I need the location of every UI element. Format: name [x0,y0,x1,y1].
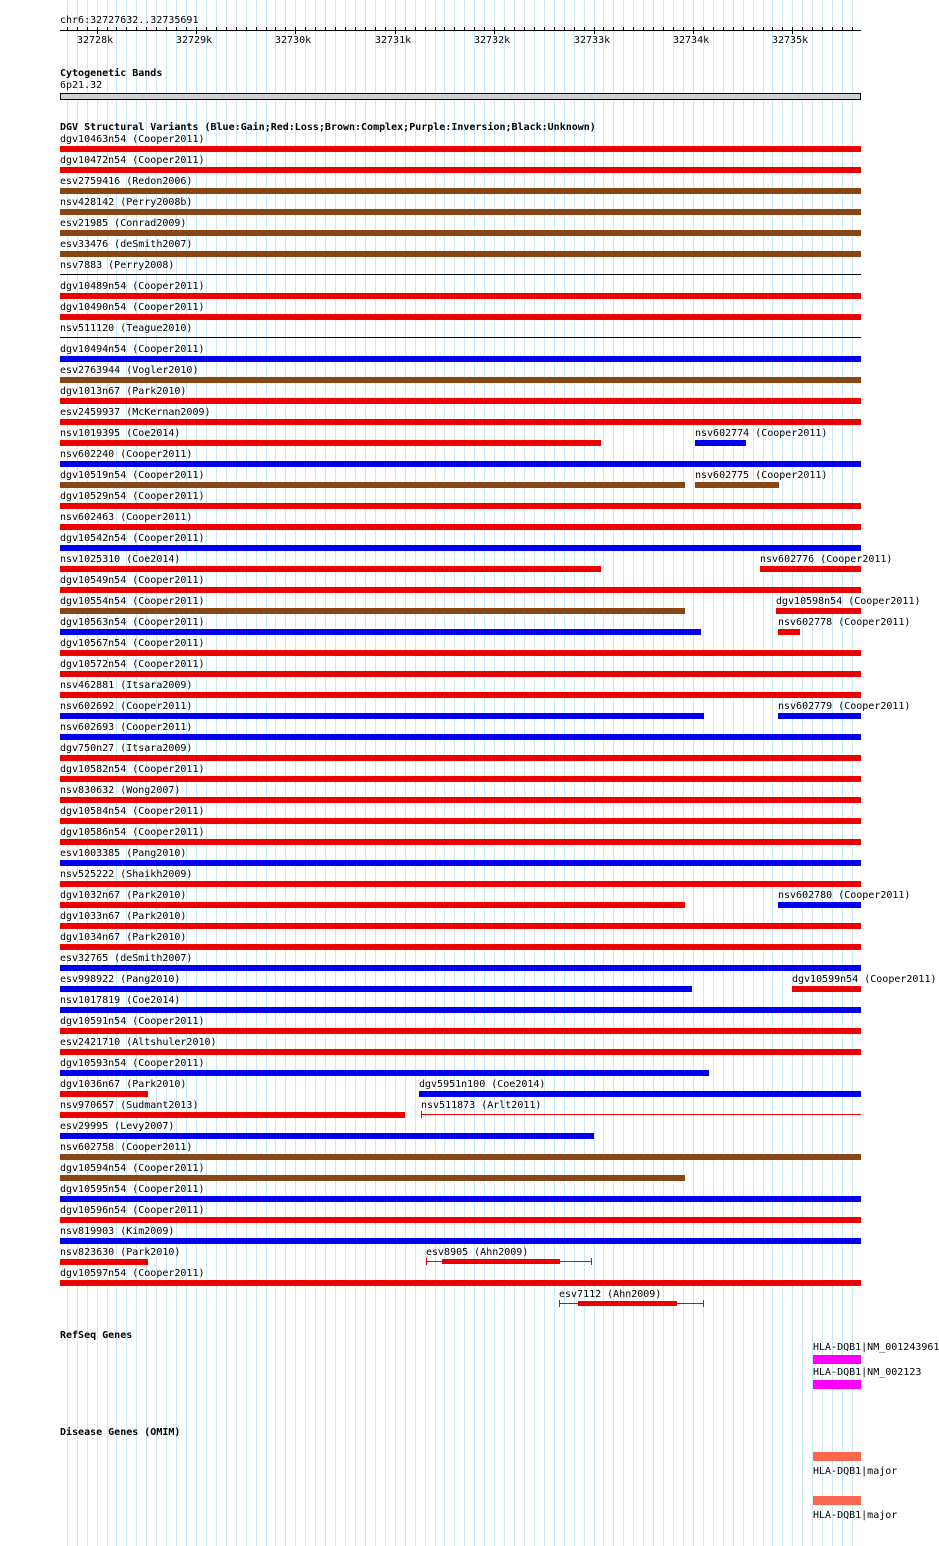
ruler-minor-tick [196,27,197,34]
variant-label[interactable]: nsv823630 (Park2010) [60,1247,181,1258]
variant-label[interactable]: esv2763944 (Vogler2010) [60,365,199,376]
variant-label[interactable]: nsv1017819 (Coe2014) [60,995,181,1006]
ruler-minor-tick [395,27,396,34]
ruler-minor-tick [564,27,565,30]
variant-bar[interactable] [778,713,861,719]
variant-bar[interactable] [60,860,861,866]
variant-label[interactable]: dgv10490n54 (Cooper2011) [60,302,205,313]
ruler-minor-tick [166,27,167,30]
variant-label[interactable]: nsv602779 (Cooper2011) [778,701,911,712]
ruler-minor-tick [474,27,475,30]
ruler-minor-tick [67,27,68,30]
variant-label[interactable]: dgv10593n54 (Cooper2011) [60,1058,205,1069]
variant-bar[interactable] [60,188,861,194]
variant-bar[interactable] [60,818,861,824]
variant-bar[interactable] [60,293,861,299]
omim-gene-label[interactable]: HLA-DQB1|major [813,1510,898,1521]
variant-bar[interactable] [60,608,685,614]
ruler-minor-tick [693,27,694,34]
variant-label[interactable]: nsv428142 (Perry2008b) [60,197,193,208]
ruler-minor-tick [852,27,853,30]
location-label: chr6:32727632..32735691 [60,15,199,26]
ruler-minor-tick [832,27,833,30]
variant-label[interactable]: nsv602775 (Cooper2011) [695,470,828,481]
variant-bar[interactable] [60,566,601,572]
ruler-minor-tick [405,27,406,30]
variant-label[interactable]: esv29995 (Levy2007) [60,1121,175,1132]
variant-label[interactable]: dgv10572n54 (Cooper2011) [60,659,205,670]
ruler-minor-tick [723,27,724,30]
ruler-minor-tick [226,27,227,30]
ruler-minor-tick [176,27,177,30]
variant-extent-cap [591,1258,592,1265]
variant-extent-cap [426,1258,427,1265]
variant-bar[interactable] [60,440,601,446]
ruler-minor-tick [782,27,783,30]
ruler-minor-tick [653,27,654,30]
variant-label[interactable]: esv2759416 (Redon2006) [60,176,193,187]
ruler-minor-tick [126,27,127,30]
ruler-minor-tick [594,27,595,34]
ruler-minor-tick [494,27,495,34]
ruler-minor-tick [295,27,296,34]
ruler-minor-tick [524,27,525,30]
variant-label[interactable]: esv32765 (deSmith2007) [60,953,193,964]
variant-bar[interactable] [60,274,861,275]
variant-bar[interactable] [60,1154,861,1160]
variant-label[interactable]: dgv10598n54 (Cooper2011) [776,596,921,607]
variant-label[interactable]: dgv10463n54 (Cooper2011) [60,134,205,145]
refseq-gene-bar[interactable] [813,1355,861,1364]
ruler-minor-tick [266,27,267,30]
ruler-tick-label[interactable]: 32733k [574,35,611,46]
variant-label[interactable]: nsv602778 (Cooper2011) [778,617,911,628]
variant-bar[interactable] [60,1259,148,1265]
refseq-gene-label[interactable]: HLA-DQB1|NM_001243961 [813,1342,939,1353]
variant-label[interactable]: esv2421710 (Altshuler2010) [60,1037,217,1048]
variant-bar[interactable] [60,1007,861,1013]
omim-gene-bar[interactable] [813,1496,861,1505]
ruler-minor-tick [753,27,754,30]
variant-bar[interactable] [60,797,861,803]
ruler-minor-tick [713,27,714,30]
ruler-minor-tick [275,27,276,30]
variant-bar[interactable] [760,566,861,572]
variant-label[interactable]: dgv10596n54 (Cooper2011) [60,1205,205,1216]
ruler-minor-tick [743,27,744,30]
ruler-minor-tick [633,27,634,30]
ruler-minor-tick [335,27,336,30]
ruler-tick-label[interactable]: 32728k [77,35,114,46]
variant-bar[interactable] [60,251,861,257]
variant-label[interactable]: nsv602463 (Cooper2011) [60,512,193,523]
variant-bar[interactable] [60,1091,148,1097]
variant-extent-cap [421,1111,422,1118]
ruler-minor-tick [285,27,286,30]
variant-label[interactable]: dgv10567n54 (Cooper2011) [60,638,205,649]
dgv-title: DGV Structural Variants (Blue:Gain;Red:Loss;Brown:Complex;Purple:Inversion;Black:Unknown) [60,122,596,133]
variant-bar[interactable] [60,692,861,698]
variant-label[interactable]: nsv819903 (Kim2009) [60,1226,175,1237]
variant-label[interactable]: dgv5951n100 (Coe2014) [419,1079,546,1090]
variant-bar[interactable] [60,1238,861,1244]
variant-bar[interactable] [60,923,861,929]
ruler-minor-tick [584,27,585,30]
variant-label[interactable]: nsv602758 (Cooper2011) [60,1142,193,1153]
variant-bar[interactable] [60,1196,861,1202]
ruler-minor-tick [256,27,257,30]
variant-bar[interactable] [60,1070,709,1076]
variant-bar[interactable] [60,944,861,950]
ruler-minor-tick [365,27,366,30]
ruler-minor-tick [97,27,98,34]
variant-label[interactable]: dgv10542n54 (Cooper2011) [60,533,205,544]
ruler-minor-tick [375,27,376,30]
variant-bar[interactable] [60,629,701,635]
variant-label[interactable]: nsv525222 (Shaikh2009) [60,869,193,880]
variant-bar[interactable] [442,1259,560,1264]
variant-label[interactable]: nsv602776 (Cooper2011) [760,554,893,565]
ruler-minor-tick [116,27,117,30]
variant-label[interactable]: dgv10586n54 (Cooper2011) [60,827,205,838]
variant-label[interactable]: esv7112 (Ahn2009) [559,1289,662,1300]
ruler-minor-tick [514,27,515,30]
ruler-minor-tick [613,27,614,30]
ruler-minor-tick [454,27,455,30]
ruler-minor-tick [156,27,157,30]
cytoband-label: 6p21.32 [60,80,103,91]
ruler-minor-tick [315,27,316,30]
ruler-tick-label[interactable]: 32735k [772,35,809,46]
variant-bar[interactable] [776,608,861,614]
ruler-tick-label[interactable]: 32734k [673,35,710,46]
variant-bar[interactable] [60,986,692,992]
ruler-minor-tick [425,27,426,30]
variant-extent-cap [703,1300,704,1307]
ruler-minor-tick [643,27,644,30]
ruler-minor-tick [435,27,436,30]
ruler-tick-label[interactable]: 32732k [474,35,511,46]
ruler-minor-tick [444,27,445,30]
ruler-tick-label[interactable]: 32729k [176,35,213,46]
variant-bar[interactable] [695,482,779,488]
variant-label[interactable]: dgv10529n54 (Cooper2011) [60,491,205,502]
variant-bar[interactable] [60,503,861,509]
variant-bar[interactable] [60,881,861,887]
variant-label[interactable]: nsv7883 (Perry2008) [60,260,175,271]
ruler-minor-tick [305,27,306,30]
ruler-minor-tick [186,27,187,30]
ruler-minor-tick [703,27,704,30]
ruler-minor-tick [385,27,386,30]
variant-label[interactable]: nsv830632 (Wong2007) [60,785,181,796]
ruler-minor-tick [534,27,535,30]
ruler-minor-tick [146,27,147,30]
ruler-tick-label[interactable]: 32730k [275,35,312,46]
ruler-minor-tick [574,27,575,30]
ruler-minor-tick [136,27,137,30]
variant-bar[interactable] [60,482,685,488]
variant-label[interactable]: dgv10494n54 (Cooper2011) [60,344,205,355]
variant-label[interactable]: dgv10582n54 (Cooper2011) [60,764,205,775]
refseq-title: RefSeq Genes [60,1330,133,1341]
refseq-gene-label[interactable]: HLA-DQB1|NM_002123 [813,1367,922,1378]
variant-bar[interactable] [578,1301,677,1306]
ruler-minor-tick [623,27,624,30]
ruler-minor-tick [544,27,545,30]
variant-bar[interactable] [60,902,685,908]
variant-bar[interactable] [60,671,861,677]
variant-label[interactable]: dgv10599n54 (Cooper2011) [792,974,937,985]
ruler-minor-tick [763,27,764,30]
variant-bar[interactable] [60,524,861,530]
variant-bar[interactable] [60,545,861,551]
cytoband-bar[interactable] [60,93,861,100]
variant-label[interactable]: esv8905 (Ahn2009) [426,1247,529,1258]
variant-label[interactable]: dgv10554n54 (Cooper2011) [60,596,205,607]
variant-bar[interactable] [60,1028,861,1034]
variant-label[interactable]: dgv1036n67 (Park2010) [60,1079,187,1090]
variant-label[interactable]: nsv1019395 (Coe2014) [60,428,181,439]
variant-label[interactable]: nsv602693 (Cooper2011) [60,722,193,733]
variant-bar[interactable] [60,356,861,362]
ruler-axis [60,30,861,31]
variant-bar[interactable] [60,1112,405,1118]
variant-bar[interactable] [419,1091,861,1097]
ruler-minor-tick [822,27,823,30]
variant-bar[interactable] [60,167,861,173]
variant-bar[interactable] [60,146,861,152]
variant-bar[interactable] [60,965,861,971]
variant-bar[interactable] [60,209,861,215]
ruler-minor-tick [673,27,674,30]
variant-label[interactable]: dgv10584n54 (Cooper2011) [60,806,205,817]
ruler-minor-tick [802,27,803,30]
ruler-minor-tick [812,27,813,30]
variant-bar[interactable] [695,440,746,446]
ruler-minor-tick [842,27,843,30]
ruler-minor-tick [415,27,416,30]
variant-label[interactable]: nsv1025310 (Coe2014) [60,554,181,565]
variant-label[interactable]: dgv10597n54 (Cooper2011) [60,1268,205,1279]
variant-label[interactable]: esv21985 (Conrad2009) [60,218,187,229]
variant-bar[interactable] [60,1133,594,1139]
ruler-minor-tick [325,27,326,30]
variant-label[interactable]: esv33476 (deSmith2007) [60,239,193,250]
variant-bar[interactable] [60,1217,861,1223]
variant-label[interactable]: dgv1032n67 (Park2010) [60,890,187,901]
variant-bar[interactable] [60,461,861,467]
variant-extent-cap [559,1300,560,1307]
ruler-tick-label[interactable]: 32731k [375,35,412,46]
variant-label[interactable]: nsv602240 (Cooper2011) [60,449,193,460]
variant-bar[interactable] [60,230,861,236]
variant-label[interactable]: nsv602780 (Cooper2011) [778,890,911,901]
variant-label[interactable]: nsv970657 (Sudmant2013) [60,1100,199,1111]
variant-bar[interactable] [60,650,861,656]
variant-bar[interactable] [60,314,861,320]
ruler-minor-tick [683,27,684,30]
variant-bar[interactable] [778,902,861,908]
variant-label[interactable]: dgv1013n67 (Park2010) [60,386,187,397]
variant-label[interactable]: nsv511120 (Teague2010) [60,323,193,334]
ruler-minor-tick [206,27,207,30]
variant-label[interactable]: dgv10489n54 (Cooper2011) [60,281,205,292]
variant-bar[interactable] [60,337,861,338]
variant-label[interactable]: nsv511873 (Arlt2011) [421,1100,542,1111]
variant-label[interactable]: esv1003385 (Pang2010) [60,848,187,859]
ruler-minor-tick [236,27,237,30]
variant-bar[interactable] [60,713,704,719]
variant-label[interactable]: dgv750n27 (Itsara2009) [60,743,193,754]
variant-label[interactable]: dgv1033n67 (Park2010) [60,911,187,922]
variant-label[interactable]: dgv10472n54 (Cooper2011) [60,155,205,166]
ruler-minor-tick [554,27,555,30]
cytoband-title: Cytogenetic Bands [60,68,163,79]
variant-bar[interactable] [60,1049,861,1055]
ruler-minor-tick [464,27,465,30]
variant-bar[interactable] [60,839,861,845]
variant-bar[interactable] [60,1280,861,1286]
variant-label[interactable]: nsv462881 (Itsara2009) [60,680,193,691]
variant-label[interactable]: nsv602774 (Cooper2011) [695,428,828,439]
ruler-minor-tick [87,27,88,30]
variant-label[interactable]: esv998922 (Pang2010) [60,974,181,985]
variant-bar[interactable] [60,398,861,404]
ruler-minor-tick [484,27,485,30]
variant-label[interactable]: dgv10563n54 (Cooper2011) [60,617,205,628]
variant-bar[interactable] [60,1175,685,1181]
ruler-minor-tick [792,27,793,34]
omim-gene-label[interactable]: HLA-DQB1|major [813,1466,898,1477]
variant-label[interactable]: dgv10591n54 (Cooper2011) [60,1016,205,1027]
variant-bar[interactable] [60,587,861,593]
variant-label[interactable]: nsv602692 (Cooper2011) [60,701,193,712]
variant-bar[interactable] [60,377,861,383]
ruler-minor-tick [77,27,78,30]
ruler-minor-tick [504,27,505,30]
variant-label[interactable]: dgv1034n67 (Park2010) [60,932,187,943]
variant-bar[interactable] [778,629,800,635]
ruler-minor-tick [772,27,773,30]
ruler-minor-tick [733,27,734,30]
variant-bar[interactable] [60,734,861,740]
refseq-gene-bar[interactable] [813,1380,861,1389]
variant-label[interactable]: dgv10519n54 (Cooper2011) [60,470,205,481]
variant-bar[interactable] [60,419,861,425]
ruler-minor-tick [603,27,604,30]
variant-bar[interactable] [60,776,861,782]
ruler-minor-tick [663,27,664,30]
omim-gene-bar[interactable] [813,1452,861,1461]
omim-title: Disease Genes (OMIM) [60,1427,181,1438]
variant-bar[interactable] [792,986,861,992]
variant-label[interactable]: dgv10594n54 (Cooper2011) [60,1163,205,1174]
variant-label[interactable]: dgv10549n54 (Cooper2011) [60,575,205,586]
ruler-minor-tick [355,27,356,30]
variant-bar[interactable] [421,1114,861,1115]
ruler-minor-tick [345,27,346,30]
ruler-minor-tick [216,27,217,30]
ruler-minor-tick [107,27,108,30]
variant-label[interactable]: dgv10595n54 (Cooper2011) [60,1184,205,1195]
variant-label[interactable]: esv2459937 (McKernan2009) [60,407,211,418]
ruler-minor-tick [246,27,247,30]
variant-bar[interactable] [60,755,861,761]
